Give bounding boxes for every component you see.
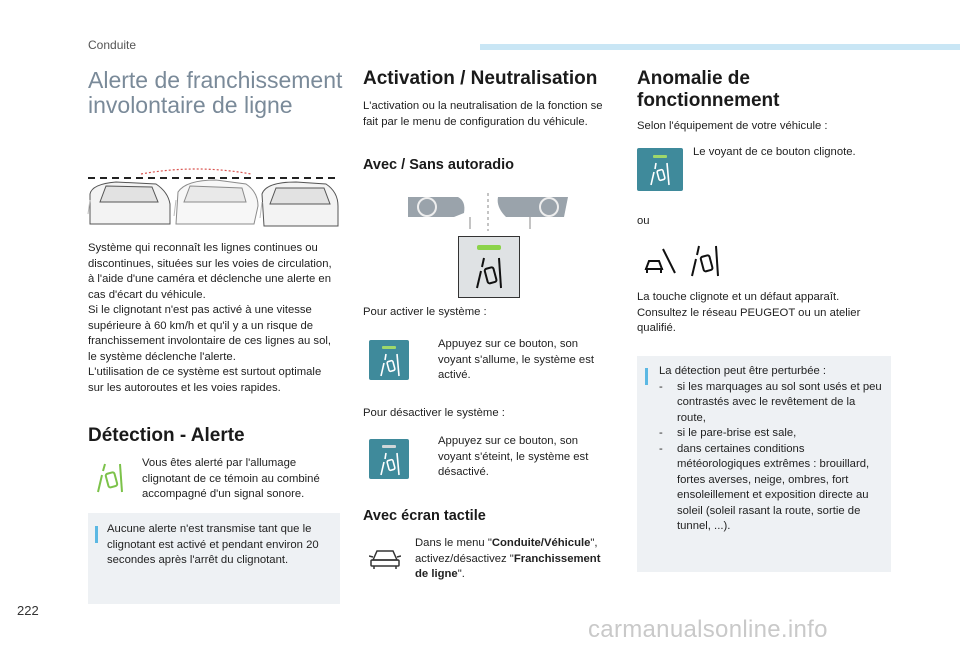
watermark: carmanualsonline.info (588, 616, 828, 643)
page-number: 222 (17, 603, 39, 618)
activate-text: Appuyez sur ce bouton, son voyant s'allume, le système est activé. (438, 338, 594, 381)
radio-subheading: Avec / Sans autoradio (363, 157, 514, 173)
deactivate-label: Pour désactiver le système : (363, 407, 505, 419)
header-bar (480, 44, 960, 50)
lane-assist-icon (643, 247, 677, 275)
or-text: ou (637, 215, 650, 227)
disturbance-note (659, 364, 887, 535)
lane-departure-icon (690, 245, 720, 277)
activate-label: Pour activer le système : (363, 306, 487, 318)
touchscreen-text: Dans le menu "Conduite/Véhicule", activez/désactivez "Franchissement de ligne". (415, 537, 601, 580)
info-marker-icon (645, 368, 648, 385)
lane-button-illustration (458, 236, 520, 298)
touchscreen-subheading: Avec écran tactile (363, 508, 486, 524)
list-item: - si le pare-brise est sale, (659, 427, 797, 439)
car-icon (369, 546, 401, 570)
lane-button-off (369, 439, 409, 479)
info-marker-icon (95, 526, 98, 543)
fault-text: La touche clignote et un défaut apparaît. Consultez le réseau PEUGEOT ou un atelier qualifié. (637, 291, 861, 334)
lane-departure-illustration (86, 164, 342, 230)
blink-text: Le voyant de ce bouton clignote. (693, 146, 856, 158)
activation-intro: L'activation ou la neutralisation de la fonction se fait par le menu de configuration du véhicule. (363, 100, 603, 128)
intro-text: Système qui reconnaît les lignes continues ou discontinues, situées sur les voies de circulation, à l'aide d'une caméra et déclenche une alerte en cas d'écart du véhicule. Si le clignotant n'est pas activé à une vitesse supérieure à 60 km/h et qu'il y a un risque de franchissement involontaire de ces lignes au sol, le système déclenche l'alerte. L'utilisation de ce système est surtout optimale sur les autoroutes et les voies rapides. (88, 242, 332, 394)
page-title: Alerte de franchissement involontaire de ligne (88, 67, 343, 118)
deactivate-text: Appuyez sur ce bouton, son voyant s'éteint, le système est désactivé. (438, 435, 589, 478)
note-title: La détection peut être perturbée : (659, 365, 827, 377)
section-label: Conduite (88, 38, 137, 52)
detection-text: Vous êtes alerté par l'allumage clignotant de ce témoin au combiné accompagné d'un signal sonore. (142, 457, 320, 500)
activation-heading: Activation / Neutralisation (363, 68, 598, 89)
list-item: - si les marquages au sol sont usés et peu contrastés avec le revêtement de la route, (659, 380, 882, 424)
dashboard-illustration (408, 191, 568, 231)
lane-button-on (369, 340, 409, 380)
list-item: - dans certaines conditions météorologiques extrêmes : brouillard, fortes averses, neige, ombres, fort ensoleillement et exposition directe au soleil (soleil rasant la route, sortie de tunnel, ...). (659, 442, 870, 532)
malfunction-heading: Anomalie de fonctionnement (637, 68, 780, 111)
detection-heading: Détection - Alerte (88, 425, 245, 446)
malfunction-intro: Selon l'équipement de votre véhicule : (637, 120, 828, 132)
lane-button-blinking (637, 148, 683, 191)
lane-warning-icon (96, 463, 124, 493)
note-text: Aucune alerte n'est transmise tant que le clignotant est activé et pendant environ 20 secondes après l'arrêt du clignotant. (107, 523, 319, 566)
